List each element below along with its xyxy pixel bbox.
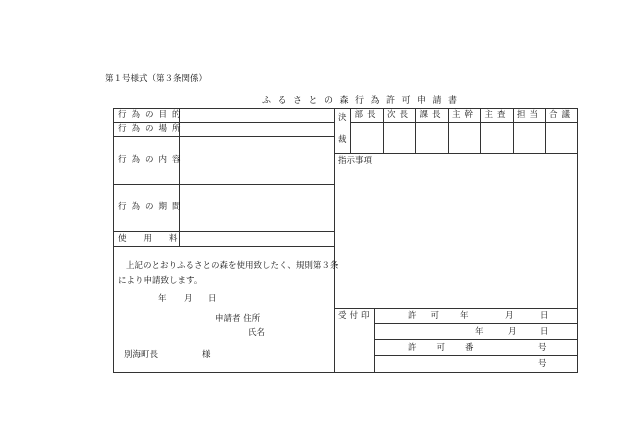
- stamp-gogi[interactable]: [546, 123, 577, 153]
- header-shusa: 主査: [484, 110, 510, 120]
- number-suffix-2: 号: [538, 359, 547, 369]
- second-month-label: 月: [508, 327, 517, 337]
- permit-month-label: 月: [505, 311, 514, 321]
- header-shukan: 主幹: [451, 110, 477, 120]
- form-number: 第１号様式（第３条関係）: [105, 74, 208, 84]
- stamp-bucho[interactable]: [351, 123, 383, 153]
- stamp-shukan[interactable]: [449, 123, 480, 153]
- date-year-label: 年: [158, 294, 167, 304]
- permit-number-label: 許可番: [408, 343, 494, 353]
- second-day-label: 日: [540, 327, 549, 337]
- header-kacho: 課長: [419, 110, 445, 120]
- header-jicho: 次長: [386, 110, 412, 120]
- fee-field[interactable]: [180, 232, 334, 246]
- period-field[interactable]: [180, 185, 334, 231]
- second-year-label: 年: [475, 327, 484, 337]
- applicant-name-label: 氏名: [248, 328, 266, 338]
- instructions-label: 指示事項: [338, 156, 373, 166]
- date-month-label: 月: [184, 294, 193, 304]
- permit-label: 許可: [408, 311, 454, 321]
- approval-label-top: 決: [338, 113, 347, 123]
- approval-label-bottom: 裁: [338, 135, 347, 145]
- content-field[interactable]: [180, 137, 334, 184]
- addressee: 別海町長: [124, 350, 159, 360]
- statement-line-2: により申請致します。: [118, 276, 203, 286]
- stamp-jicho[interactable]: [384, 123, 415, 153]
- addressee-honorific: 様: [202, 350, 211, 360]
- content-label: 行為の内容: [118, 155, 186, 165]
- stamp-tanto[interactable]: [514, 123, 545, 153]
- purpose-field[interactable]: [180, 109, 334, 122]
- receipt-stamp-area[interactable]: [335, 324, 374, 372]
- place-field[interactable]: [180, 123, 334, 136]
- receipt-stamp-label: 受付印: [338, 311, 373, 321]
- instructions-field[interactable]: [335, 170, 577, 308]
- statement-line-1: 上記のとおりふるさとの森を使用致したく、規則第３条: [126, 261, 339, 271]
- header-gogi: 合議: [548, 110, 574, 120]
- document-title: ふるさとの森行為許可申請書: [262, 96, 464, 106]
- purpose-label: 行為の目的: [118, 110, 186, 120]
- date-day-label: 日: [208, 294, 217, 304]
- header-tanto: 担当: [516, 110, 542, 120]
- stamp-kacho[interactable]: [416, 123, 448, 153]
- period-label: 行為の期間: [118, 202, 186, 212]
- fee-label: 使用料: [118, 234, 195, 244]
- permit-year-label: 年: [460, 311, 469, 321]
- number-field[interactable]: [375, 356, 535, 372]
- applicant-address-label: 申請者 住所: [215, 314, 261, 324]
- place-label: 行為の場所: [118, 124, 186, 134]
- stamp-shusa[interactable]: [481, 123, 513, 153]
- header-bucho: 部長: [354, 110, 380, 120]
- permit-number-suffix: 号: [538, 343, 547, 353]
- permit-day-label: 日: [540, 311, 549, 321]
